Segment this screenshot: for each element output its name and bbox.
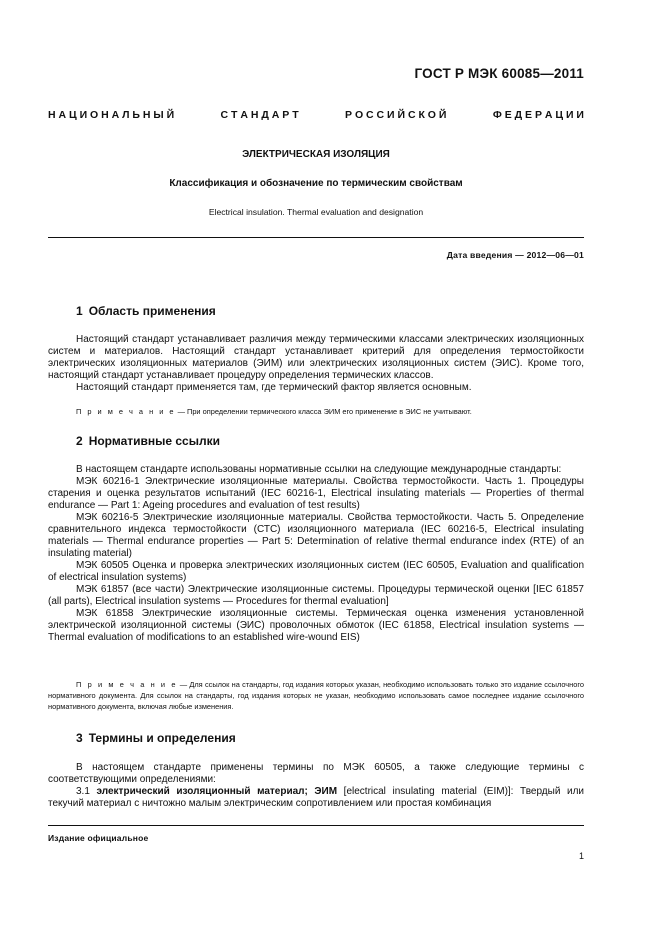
section-title: Нормативные ссылки: [88, 434, 220, 448]
section-number: 3: [76, 731, 83, 745]
official-edition-label: Издание официальное: [48, 833, 149, 843]
document-number: ГОСТ Р МЭК 60085—2011: [414, 66, 584, 81]
reference-item: МЭК 60216-1 Электрические изоляционные материалы. Свойства термостойкости. Часть 1. Процедуры старения и оценка результатов испытаний (IEC 60216-1, Electrical insulating materials — Properties of thermal endurance — Part 1: Ageing procedures and evaluation of test results): [48, 476, 584, 511]
page-number: 1: [578, 851, 584, 861]
paragraph: В настоящем стандарте использованы нормативные ссылки на следующие международные стандарты:: [76, 464, 562, 475]
introduction-date: Дата введения — 2012—06—01: [446, 250, 584, 260]
national-word: Ф Е Д Е Р А Ц И И: [492, 109, 584, 121]
section-2-note: [48, 679, 584, 712]
note-text: — При определении термического класса ЭИМ его применение в ЭИС не учитывают.: [175, 407, 472, 416]
section-number: 1: [76, 304, 83, 318]
paragraph: Настоящий стандарт применяется там, где термический фактор является основным.: [76, 382, 472, 393]
title-english: Electrical insulation. Thermal evaluation and designation: [208, 207, 424, 217]
national-word: Н А Ц И О Н А Л Ь Н Ы Й: [48, 109, 175, 121]
title-sub: Классификация и обозначение по термическим свойствам: [169, 178, 463, 189]
section-number: 2: [76, 434, 83, 448]
section-title: Термины и определения: [88, 731, 236, 745]
note-label: П р и м е ч а н и е: [76, 407, 176, 416]
paragraph: В настоящем стандарте применены термины по МЭК 60505, а также следующие термины с соответствующими определениями:: [48, 762, 584, 785]
note-label: П р и м е ч а н и е: [76, 680, 178, 689]
footer-divider: [48, 825, 584, 826]
term-name: электрический изоляционный материал; ЭИМ: [96, 786, 338, 797]
section-1-body: [48, 334, 584, 394]
reference-item: МЭК 60505 Оценка и проверка электрических изоляционных систем (IEC 60505, Evaluation and qualification of electrical insulation systems): [48, 560, 584, 583]
section-1-note: [48, 406, 584, 417]
section-3-body: [48, 762, 584, 810]
section-2-heading: [76, 434, 220, 448]
title-main: ЭЛЕКТРИЧЕСКАЯ ИЗОЛЯЦИЯ: [242, 149, 390, 160]
national-word: Р О С С И Й С К О Й: [345, 109, 447, 121]
paragraph: Настоящий стандарт устанавливает различия между термическими классами электрических изоляционных систем и материалов. Настоящий стандарт устанавливает критерий для определения термостойкости электрических изоляционных материалов (ЭИМ) или электрических изоляционных систем (ЭИС). Кроме того, настоящий стандарт устанавливает процедуру определения термических классов.: [48, 334, 584, 381]
section-3-heading: [76, 731, 236, 745]
reference-item: МЭК 61858 Электрические изоляционные системы. Термическая оценка изменения установленной электрической изоляционной системы (ЭИС) проволочных обмоток (IEC 61858, Electrical insulation systems — Thermal evaluation of modifications to an established wire-wound EIS): [48, 608, 584, 643]
section-2-body: [48, 464, 584, 644]
reference-item: МЭК 60216-5 Электрические изоляционные материалы. Свойства термостойкости. Часть 5. Определение сравнительного индекса термостойкости (СТС) изоляционного материала (IEC 60216-5, Electrical insulating materials — Thermal endurance properties — Part 5: Determination of relative thermal endurance index (RTE) of an insulating material): [48, 512, 584, 559]
section-title: Область применения: [88, 304, 216, 318]
section-1-heading: [76, 304, 216, 318]
note-text: — Для ссылок на стандарты, год издания которых указан, необходимо использовать только это издание ссылочного нормативного документа. Для ссылок на стандарты, год издания которых не указан, необходимо использовать самое последнее издание ссылочного нормативного документа, включая любые изменения.: [48, 680, 584, 711]
term-number: 3.1: [76, 786, 90, 797]
term-text: [electrical insulating material (EIM)]: Твердый или текучий материал с ничтожно малым электрическим сопротивлением или простая комбинация: [48, 786, 585, 809]
reference-item: МЭК 61857 (все части) Электрические изоляционные системы. Процедуры термической оценки [IEC 61857 (all parts), Electrical insulation systems — Procedures for thermal evaluation]: [48, 584, 584, 607]
national-standard-banner: [48, 109, 584, 121]
national-word: С Т А Н Д А Р Т: [220, 109, 299, 121]
term-definition: [48, 786, 584, 810]
title-divider: [48, 237, 584, 238]
